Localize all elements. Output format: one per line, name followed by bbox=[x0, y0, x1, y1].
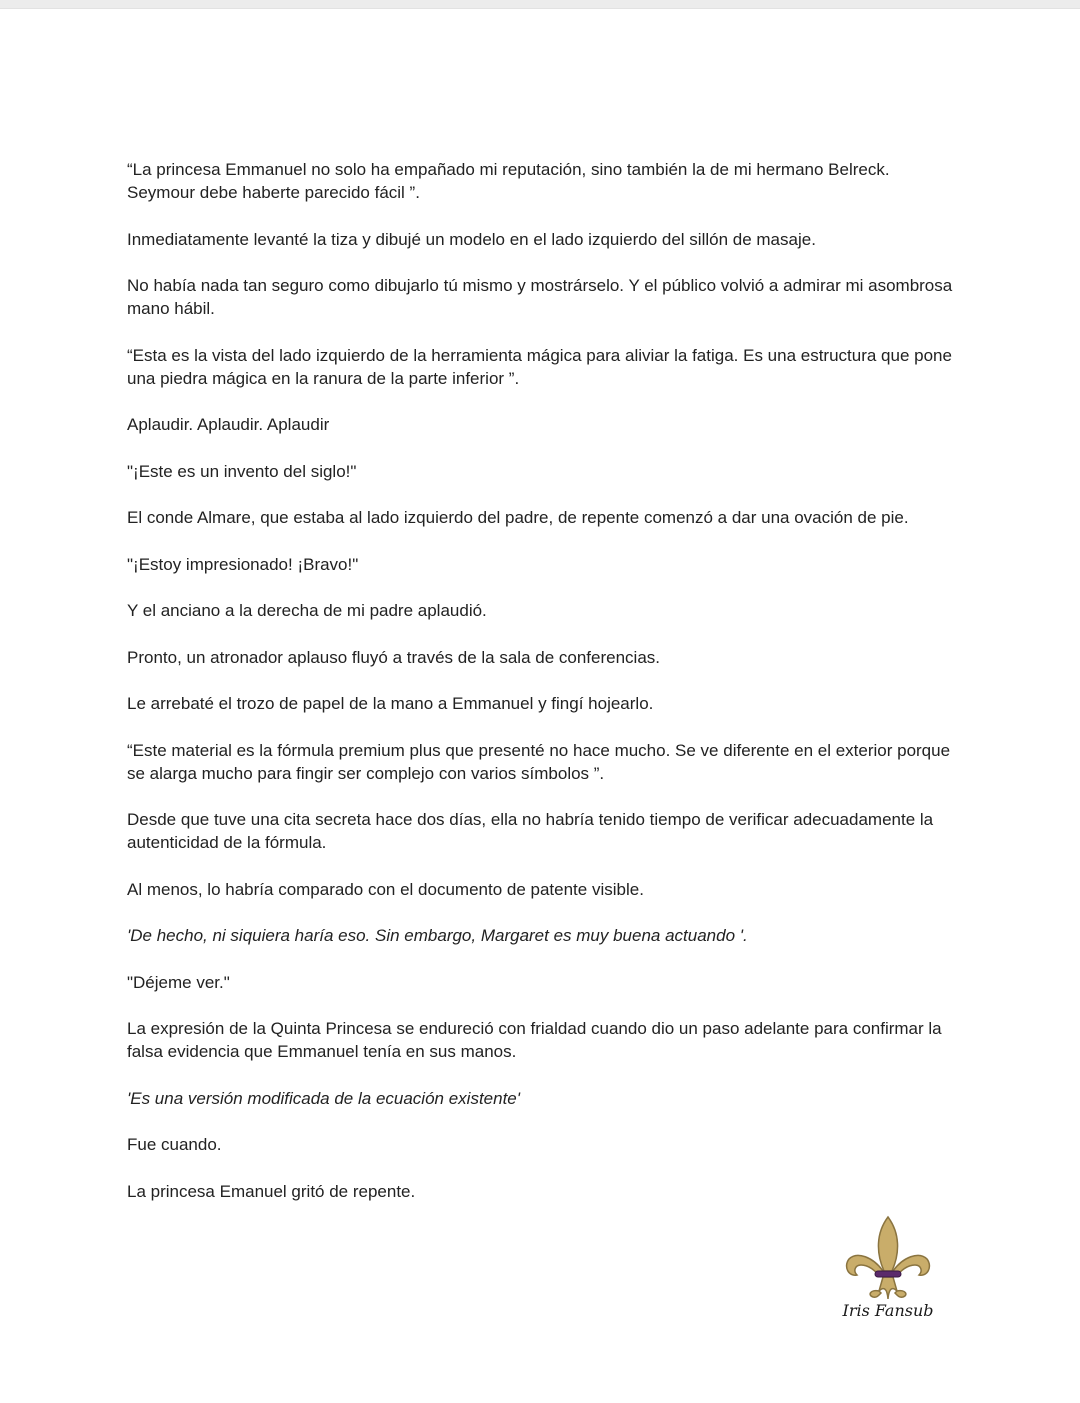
paragraph: “Este material es la fórmula premium plus que presenté no hace mucho. Se ve diferente en el exterior porque se alarga mucho para fingir ser complejo con varios símbolos ”. bbox=[127, 740, 951, 783]
paragraph: "¡Este es un invento del siglo!" bbox=[127, 461, 357, 481]
paragraph: “La princesa Emmanuel no solo ha empañado mi reputación, sino también la de mi hermano Belreck. Seymour debe haberte parecido fácil ”. bbox=[127, 160, 890, 202]
paragraph: El conde Almare, que estaba al lado izquierdo del padre, de repente comenzó a dar una ovación de pie. bbox=[127, 508, 909, 527]
fleur-de-lis-icon bbox=[843, 1215, 933, 1301]
paragraph: Aplaudir. Aplaudir. Aplaudir bbox=[127, 415, 330, 434]
paragraph: Le arrebaté el trozo de papel de la mano a Emmanuel y fingí hojearlo. bbox=[127, 694, 654, 713]
paragraph: "¡Estoy impresionado! ¡Bravo!" bbox=[127, 554, 359, 574]
top-toolbar-strip bbox=[0, 0, 1080, 9]
paragraph: No había nada tan seguro como dibujarlo tú mismo y mostrárselo. Y el público volvió a admirar mi asombrosa mano hábil. bbox=[127, 276, 953, 318]
paragraph: Desde que tuve una cita secreta hace dos días, ella no habría tenido tiempo de verificar adecuadamente la autenticidad de la fórmula. bbox=[127, 810, 934, 852]
paragraph: Pronto, un atronador aplauso fluyó a través de la sala de conferencias. bbox=[127, 647, 661, 667]
paragraph: Inmediatamente levanté la tiza y dibujé un modelo en el lado izquierdo del sillón de masaje. bbox=[127, 229, 816, 249]
paragraph: Y el anciano a la derecha de mi padre aplaudió. bbox=[127, 601, 487, 620]
document-body bbox=[127, 158, 957, 1226]
paragraph: “Esta es la vista del lado izquierdo de la herramienta mágica para aliviar la fatiga. Es una estructura que pone una piedra mágica en la ranura de la parte inferior ”. bbox=[127, 345, 952, 388]
paragraph: La expresión de la Quinta Princesa se endureció con frialdad cuando dio un paso adelante para confirmar la falsa evidencia que Emmanuel tenía en sus manos. bbox=[127, 1019, 942, 1061]
iris-fansub-logo bbox=[838, 1215, 938, 1327]
paragraph: La princesa Emanuel gritó de repente. bbox=[127, 1181, 416, 1201]
paragraph: Fue cuando. bbox=[127, 1135, 222, 1154]
paragraph: Al menos, lo habría comparado con el documento de patente visible. bbox=[127, 879, 644, 899]
paragraph-italic: 'De hecho, ni siquiera haría eso. Sin embargo, Margaret es muy buena actuando '. bbox=[127, 926, 748, 945]
logo-caption: Iris Fansub bbox=[842, 1301, 934, 1320]
paragraph-italic: 'Es una versión modificada de la ecuación existente' bbox=[127, 1088, 521, 1108]
paragraph: "Déjeme ver." bbox=[127, 972, 230, 992]
